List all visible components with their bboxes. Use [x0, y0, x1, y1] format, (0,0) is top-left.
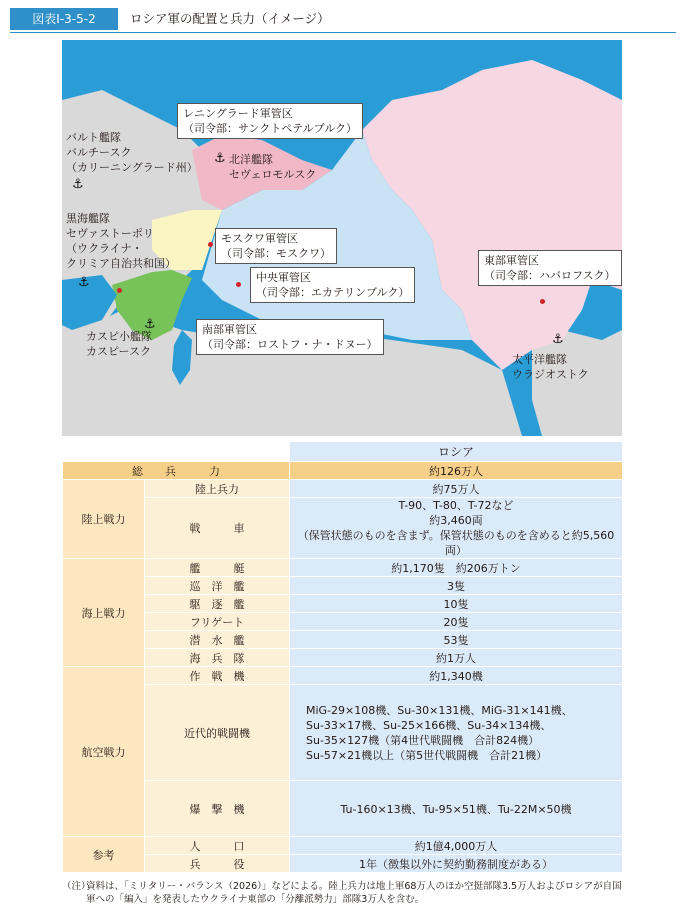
row-label: 作 戦 機 [145, 667, 290, 685]
row-value: 10隻 [290, 595, 623, 613]
table-row [63, 837, 623, 855]
hq-marker-central [236, 282, 241, 287]
figure-title: ロシア軍の配置と兵力（イメージ） [130, 11, 330, 26]
row-value: Tu-160×13機、Tu-95×51機、Tu-22M×50機 [290, 781, 623, 837]
label-baltic-fleet: バルト艦隊 バルチースク （カリーニングラード州） [66, 131, 198, 174]
footnote-mark: （注） [62, 881, 91, 892]
row-value: 1年（徴集以外に契約勤務制度がある） [290, 855, 623, 873]
row-value: 約1,170隻 約206万トン [290, 559, 623, 577]
row-value: 53隻 [290, 631, 623, 649]
row-value: 20隻 [290, 613, 623, 631]
label-black-sea-fleet: 黒海艦隊 セヴァストーポリ （ウクライナ・ クリミア自治共和国） [66, 212, 176, 270]
row-value-tanks: T-90、T-80、T-72など 約3,460両 （保管状態のものを含まず。保管状態のものを含めると約5,560両） [290, 498, 623, 559]
row-label: 爆 撃 機 [145, 781, 290, 837]
callout-eastern: 東部軍管区 （司令部：ハバロフスク） [478, 250, 622, 286]
row-value: 約1億4,000万人 [290, 837, 623, 855]
row-label: フリゲート [145, 613, 290, 631]
callout-moscow: モスクワ軍管区 （司令部：モスクワ） [215, 228, 337, 264]
callout-central: 中央軍管区 （司令部：エカテリンブルク） [250, 267, 415, 303]
callout-southern: 南部軍管区 （司令部：ロストフ・ナ・ドヌー） [196, 319, 384, 355]
table-row [63, 667, 623, 685]
row-label: 近代的戦闘機 [145, 685, 290, 781]
row-value: 約1万人 [290, 649, 623, 667]
table-row [63, 498, 623, 559]
table-row [63, 855, 623, 873]
label-pacific-fleet: 太平洋艦隊 ウラジオストク [512, 353, 589, 381]
footnote-text: 資料は、「ミリタリー・バランス（2026）」などによる。陸上兵力は地上軍68万人のほか空挺部隊3.5万人およびロシアが自国軍への「編入」を発表したウクライナ東部の「分離派勢力」部隊3万人を含む。 [86, 881, 622, 905]
row-label: 戦 車 [145, 498, 290, 559]
hq-marker-eastern [540, 299, 545, 304]
table-row [63, 631, 623, 649]
label-caspian-flotilla: カスピ小艦隊 カスピースク [86, 330, 152, 358]
row-label: 艦 艇 [145, 559, 290, 577]
table-row [63, 685, 623, 781]
row-label: 海 兵 隊 [145, 649, 290, 667]
row-label: 巡 洋 艦 [145, 577, 290, 595]
row-value: 約75万人 [290, 480, 623, 498]
row-value-modern-fighters: MiG-29×108機、Su-30×131機、MiG-31×141機、 Su-33×17機、Su-25×166機、Su-34×134機、 Su-35×127機（第4世代戦闘機 合計824機） Su-57×21機以上（第5世代戦闘機 合計21機） [290, 685, 623, 781]
table-row [63, 613, 623, 631]
table-header-row [63, 442, 623, 462]
anchor-icon-northern: ⚓ [214, 151, 226, 166]
hq-marker-moscow [208, 242, 213, 247]
anchor-icon-black-sea: ⚓ [78, 275, 90, 290]
anchor-icon-pacific: ⚓ [552, 332, 564, 347]
row-value: 3隻 [290, 577, 623, 595]
reference-label: 参考 [63, 837, 145, 873]
hq-marker-southern [117, 288, 122, 293]
table-row [63, 480, 623, 498]
figure-label: 図表Ⅰ-3-5-2 [10, 8, 118, 30]
naval-forces-label: 海上戦力 [63, 559, 145, 667]
row-label: 人 口 [145, 837, 290, 855]
table-row [63, 462, 623, 480]
anchor-icon-baltic: ⚓ [72, 177, 84, 192]
row-label: 陸上兵力 [145, 480, 290, 498]
row-label: 駆 逐 艦 [145, 595, 290, 613]
table-row [63, 559, 623, 577]
land-east-islands [532, 330, 622, 436]
row-value: 約1,340機 [290, 667, 623, 685]
table-row [63, 781, 623, 837]
table-row [63, 595, 623, 613]
anchor-icon-caspian: ⚓ [144, 317, 156, 332]
column-header-russia: ロシア [290, 442, 623, 462]
callout-leningrad: レニングラード軍管区 （司令部：サンクトペテルブルク） [177, 103, 363, 139]
header-divider [10, 32, 676, 33]
label-northern-fleet: 北洋艦隊 セヴェロモルスク [229, 153, 317, 181]
row-label: 潜 水 艦 [145, 631, 290, 649]
total-forces-value: 約126万人 [290, 462, 623, 480]
table-row [63, 577, 623, 595]
forces-table [62, 441, 623, 873]
figure-header [10, 8, 676, 30]
row-label: 兵 役 [145, 855, 290, 873]
air-forces-label: 航空戦力 [63, 667, 145, 837]
table-row [63, 649, 623, 667]
ground-forces-label: 陸上戦力 [63, 480, 145, 559]
total-forces-label: 総 兵 力 [63, 462, 290, 480]
